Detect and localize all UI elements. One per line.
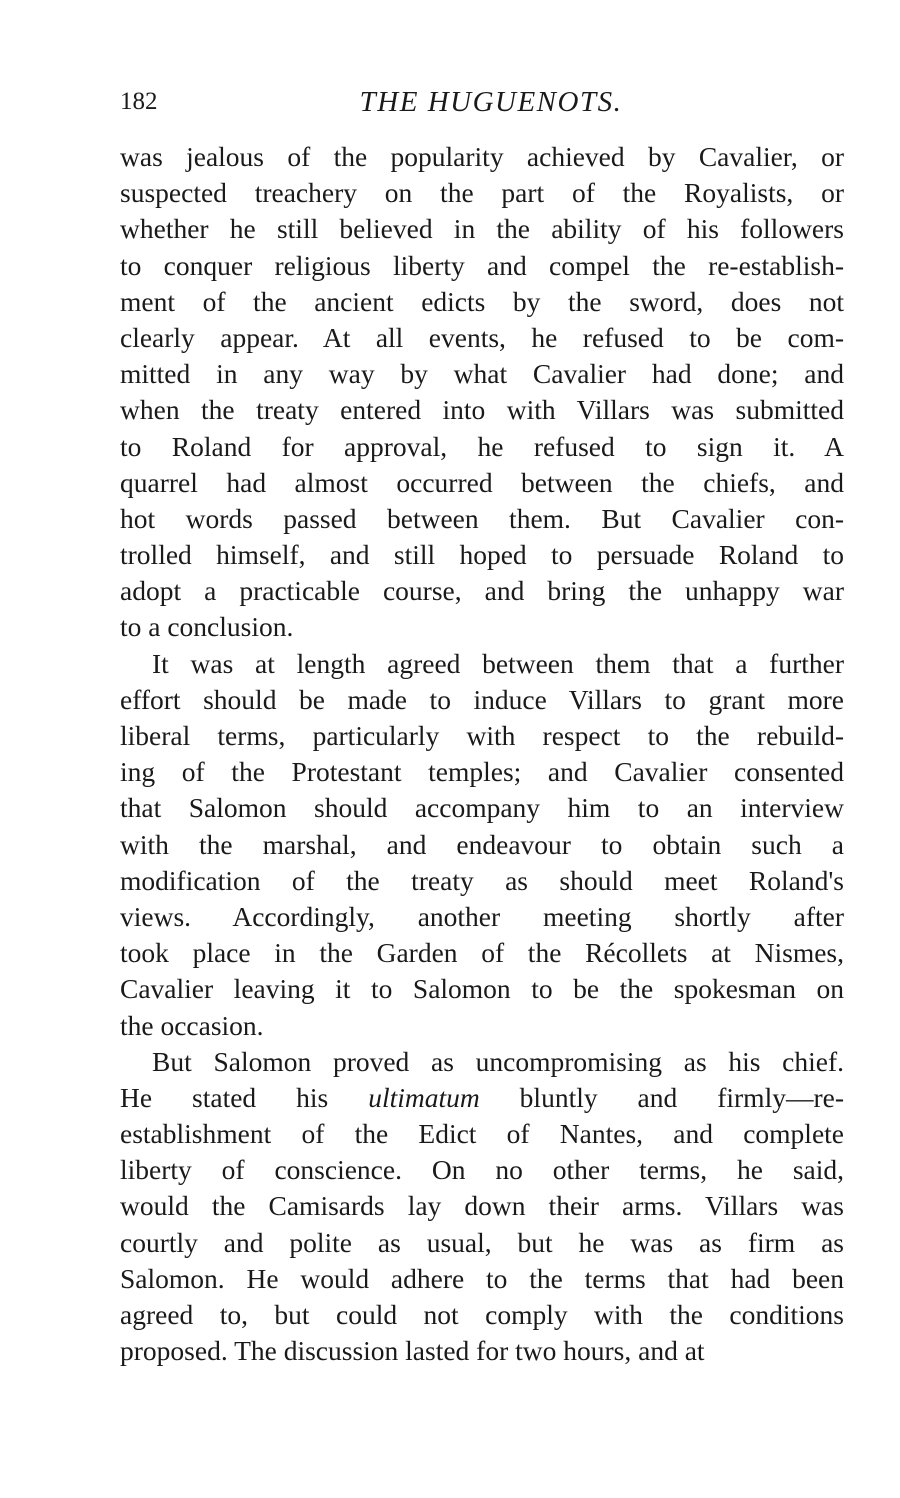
text-line: He stated his ultimatum bluntly and firmly—re- <box>120 1081 844 1113</box>
text-line: agreed to, but could not comply with the conditions <box>120 1299 844 1330</box>
text-line: would the Camisards lay down their arms. Villars was <box>120 1190 844 1222</box>
text-line: quarrel had almost occurred between the chiefs, and <box>120 466 844 498</box>
text-line: ment of the ancient edicts by the sword, does not <box>120 285 844 317</box>
text-line: when the treaty entered into with Villars was submitted <box>120 394 844 426</box>
text-line: hot words passed between them. But Cavalier con- <box>120 502 844 534</box>
text-line: to a conclusion. <box>120 611 294 643</box>
page-header <box>120 84 844 120</box>
text-line: that Salomon should accompany him to an interview <box>120 792 844 824</box>
text-line: ing of the Protestant temples; and Cavalier consented <box>120 756 844 788</box>
text-line: effort should be made to induce Villars to grant more <box>120 683 844 715</box>
text-line: proposed. The discussion lasted for two hours, and at <box>120 1335 705 1367</box>
text-line: suspected treachery on the part of the Royalists, or <box>120 177 844 209</box>
paragraph <box>120 139 844 646</box>
page-number: 182 <box>120 88 158 115</box>
text-line: It was at length agreed between them that a further <box>152 647 844 679</box>
text-line: establishment of the Edict of Nantes, and complete <box>120 1118 844 1150</box>
text-line: trolled himself, and still hoped to persuade Roland to <box>120 539 844 571</box>
text-line: the occasion. <box>120 1009 264 1041</box>
text-line: whether he still believed in the ability of his followers <box>120 213 844 245</box>
body-text <box>120 139 844 1369</box>
paragraph <box>120 1044 844 1370</box>
text-line: Salomon. He would adhere to the terms that had been <box>120 1262 844 1294</box>
text-line: to Roland for approval, he refused to sign it. A <box>120 430 844 462</box>
text-line: But Salomon proved as uncompromising as his chief. <box>152 1045 844 1077</box>
text-line: to conquer religious liberty and compel the re-establish- <box>120 249 844 281</box>
running-title: THE HUGUENOTS. <box>359 86 623 118</box>
text-line: took place in the Garden of the Récollets at Nismes, <box>120 937 844 969</box>
text-line: adopt a practicable course, and bring the unhappy war <box>120 575 844 607</box>
text-line: was jealous of the popularity achieved by Cavalier, or <box>120 141 844 172</box>
text-line: views. Accordingly, another meeting shortly after <box>120 900 844 932</box>
text-line: liberty of conscience. On no other terms, he said, <box>120 1154 844 1186</box>
text-line: mitted in any way by what Cavalier had done; and <box>120 358 844 390</box>
text-line: Cavalier leaving it to Salomon to be the spokesman on <box>120 973 844 1005</box>
text-line: clearly appear. At all events, he refused to be com- <box>120 321 844 353</box>
text-line: courtly and polite as usual, but he was as firm as <box>120 1226 844 1258</box>
text-line: modification of the treaty as should meet Roland's <box>120 864 844 896</box>
text-line: with the marshal, and endeavour to obtain such a <box>120 828 844 860</box>
paragraph <box>120 646 844 1044</box>
text-line: liberal terms, particularly with respect to the rebuild- <box>120 720 844 751</box>
